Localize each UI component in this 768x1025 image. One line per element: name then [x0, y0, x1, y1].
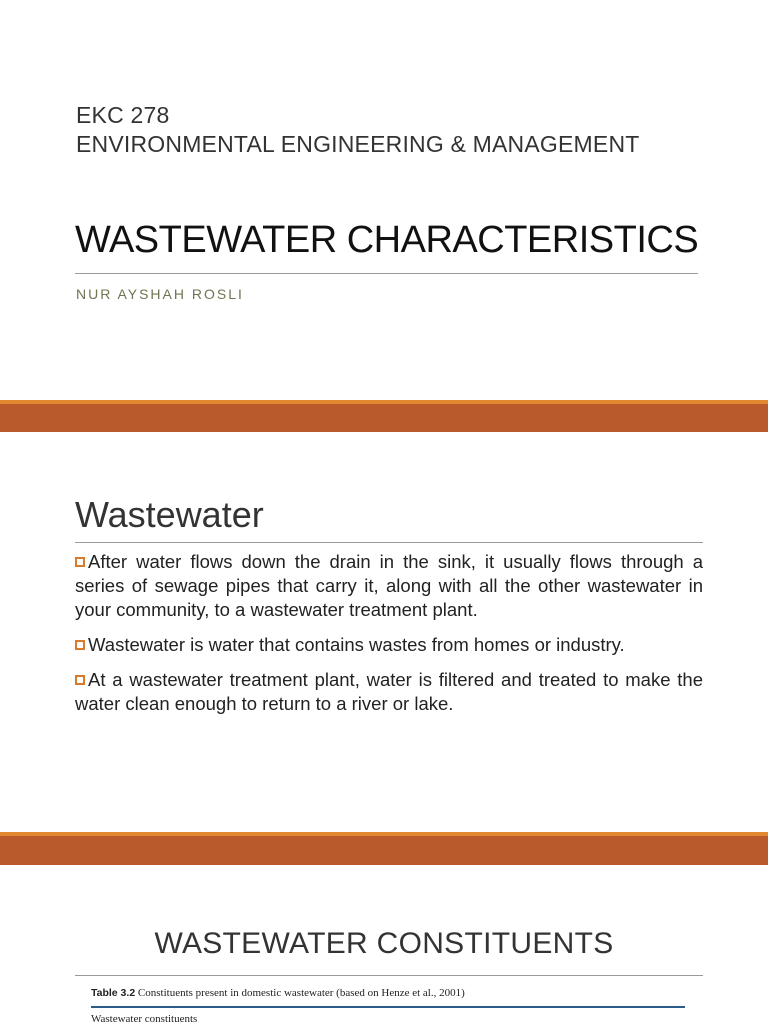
checkbox-bullet-icon	[75, 675, 85, 685]
section-title: WASTEWATER CONSTITUENTS	[154, 927, 614, 960]
bullet-text: At a wastewater treatment plant, water is filtered and treated to make the water clean enough to return to a river or lake.	[75, 669, 703, 714]
course-code: EKC 278	[76, 102, 170, 128]
section-underline	[75, 542, 703, 543]
slide-divider	[0, 400, 768, 432]
table-top-rule	[91, 1006, 685, 1008]
title-underline	[75, 273, 698, 274]
table-label: Table 3.2	[91, 987, 136, 999]
course-name: ENVIRONMENTAL ENGINEERING & MANAGEMENT	[76, 131, 640, 157]
table-column-header: Wastewater constituents	[91, 1013, 198, 1025]
constituents-slide	[0, 865, 768, 1024]
slide-divider-highlight	[0, 400, 768, 404]
slide-divider	[0, 832, 768, 865]
table-caption	[91, 987, 465, 999]
bullet-item	[75, 668, 703, 716]
bullet-item	[75, 550, 703, 622]
bullet-list	[75, 550, 703, 727]
checkbox-bullet-icon	[75, 557, 85, 567]
title-slide	[0, 0, 768, 400]
bullet-item	[75, 633, 703, 657]
section-title: Wastewater	[75, 494, 264, 535]
wastewater-slide	[0, 432, 768, 832]
bullet-text: Wastewater is water that contains wastes from homes or industry.	[88, 634, 625, 655]
section-underline	[75, 975, 703, 976]
bullet-text: After water flows down the drain in the sink, it usually flows through a series of sewage pipes that carry it, along with all the other wastewater in your community, to a wastewater treatment plant.	[75, 551, 703, 620]
slide-title: WASTEWATER CHARACTERISTICS	[75, 219, 699, 261]
table-caption-text: Constituents present in domestic wastewater (based on Henze et al., 2001)	[137, 987, 465, 999]
checkbox-bullet-icon	[75, 640, 85, 650]
slide-divider-highlight	[0, 832, 768, 836]
author-name: NUR AYSHAH ROSLI	[76, 286, 244, 302]
